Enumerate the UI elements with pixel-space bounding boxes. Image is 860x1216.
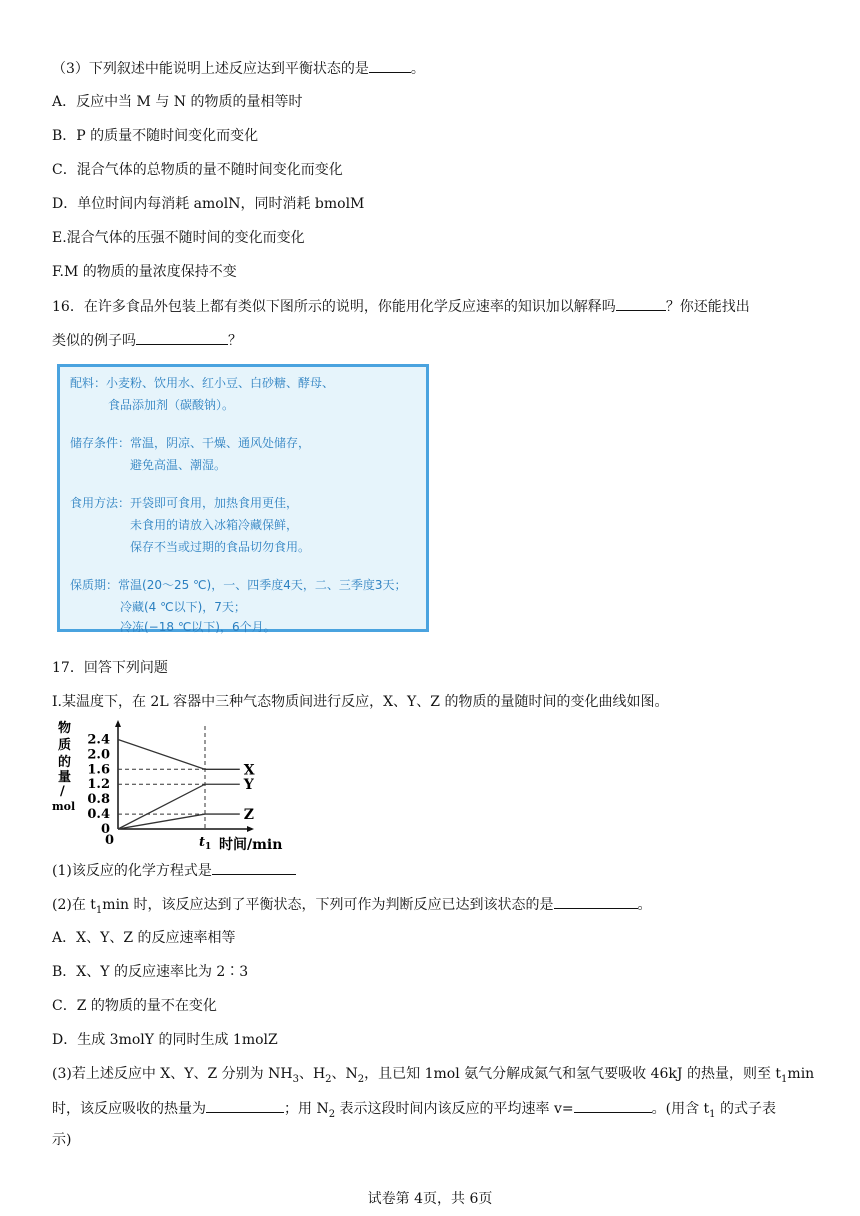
q17-intro: I.某温度下，在 2L 容器中三种气态物质间进行反应，X、Y、Z 的物质的量随时间的变化曲线如图。 [52,694,669,710]
q17-part-1: (1)该反应的化学方程式是 [52,860,296,881]
x-axis-arrow-icon [247,826,254,832]
y-axis-label: 物质的量/ mol [52,721,76,813]
answer-blank[interactable] [616,296,666,311]
storage-row: 储存条件：常温，阴凉、干燥、通风处储存， [70,436,311,450]
q17-option-a: A．X、Y、Z 的反应速率相等 [52,930,236,946]
y-tick-label: 2.0 [87,747,110,763]
q17-part-3-line-2: 时，该反应吸收的热量为 ；用 $N_2$ 表示这段时间内该反应的平均速率 v= 。(用含 $t_1$ 的式子表 [52,1098,776,1125]
usage-row-2: 未食用的请放入冰箱冷藏保鲜， [130,518,299,532]
x-axis-label: 时间/min [219,837,283,853]
series-label-Z: Z [243,807,255,824]
ingredients-row-2: 食品添加剂（碳酸钠）。 [108,398,235,412]
y-tick-label: 0.8 [87,792,110,808]
x-tick-label: 0 [104,833,114,848]
usage-row-3: 保存不当或过期的食品切勿食用。 [130,540,311,554]
q17-option-b: B．X、Y 的反应速率比为 2∶3 [52,964,249,980]
y-tick-label: 1.6 [87,762,110,778]
y-tick-label: 0 [100,822,110,837]
storage-row-2: 避免高温、潮湿。 [130,458,227,472]
y-tick-label: 1.2 [87,777,110,793]
answer-blank[interactable] [369,58,411,73]
page-footer: 试卷第 4页，共 6页 [367,1191,493,1207]
shelf-life-row-2: 冷藏(4 ℃以下)，7天； [120,600,246,614]
answer-blank[interactable] [554,894,638,909]
usage-row: 食用方法：开袋即可食用，加热食用更佳， [70,496,299,510]
q15-option-f: F.M 的物质的量浓度保持不变 [52,264,237,280]
q15-3-stem: （3）下列叙述中能说明上述反应达到平衡状态的是 。 [52,58,425,79]
series-line-X [118,739,240,769]
series-label-X: X [243,762,255,779]
q15-option-e: E.混合气体的压强不随时间的变化而变化 [52,230,305,246]
q17-part-2: (2)在 $t_1\min$ 时，该反应达到了平衡状态，下列可作为判断反应已达到该状态的是 。 [52,894,652,921]
q15-option-b: B．P 的质量不随时间变化而变化 [52,128,259,144]
q17-option-c: C．Z 的物质的量不在变化 [52,998,217,1014]
answer-blank[interactable] [206,1098,284,1113]
q16-line-1: 16．在许多食品外包装上都有类似下图所示的说明，你能用化学反应速率的知识加以解释吗 ？你还能找出 [52,296,750,317]
q17-part-3-line-1: (3)若上述反应中 X、Y、Z 分别为 $NH_3$、$H_2$、$N_2$，且已知 1mol 氨气分解成氮气和氢气要吸收 46kJ 的热量，则至 $t_1\min$ [52,1066,815,1085]
food-label-image [57,364,429,632]
q17-title: 17．回答下列问题 [52,660,168,676]
x-tick-label-t1: $t_1$ [199,835,212,852]
q15-option-d: D．单位时间内每消耗 amolN，同时消耗 bmolM [52,196,365,212]
y-tick-label: 0.4 [87,807,110,823]
q15-option-a: A．反应中当 M 与 N 的物质的量相等时 [52,94,303,110]
shelf-life-row: 保质期：常温(20～25 ℃)，一、四季度4天，二、三季度3天； [70,578,407,592]
q17-option-d: D．生成 3molY 的同时生成 1molZ [52,1032,278,1048]
y-axis-arrow-icon [115,720,121,727]
ingredients-row: 配料：小麦粉、饮用水、红小豆、白砂糖、酵母、 [70,376,335,390]
series-line-Y [118,784,240,829]
amount-vs-time-chart [50,718,320,856]
answer-blank[interactable] [574,1098,652,1113]
shelf-life-row-3: 冷冻(−18 ℃以下)，6个月。 [120,620,276,634]
q15-option-c: C．混合气体的总物质的量不随时间变化而变化 [52,162,343,178]
q17-part-3-line-3: 示) [52,1132,72,1148]
q16-line-2: 类似的例子吗 ？ [52,330,242,351]
answer-blank[interactable] [212,860,296,875]
series-line-Z [118,814,240,829]
answer-blank[interactable] [136,330,228,345]
y-tick-label: 2.4 [87,732,110,748]
series-label-Y: Y [243,777,254,794]
